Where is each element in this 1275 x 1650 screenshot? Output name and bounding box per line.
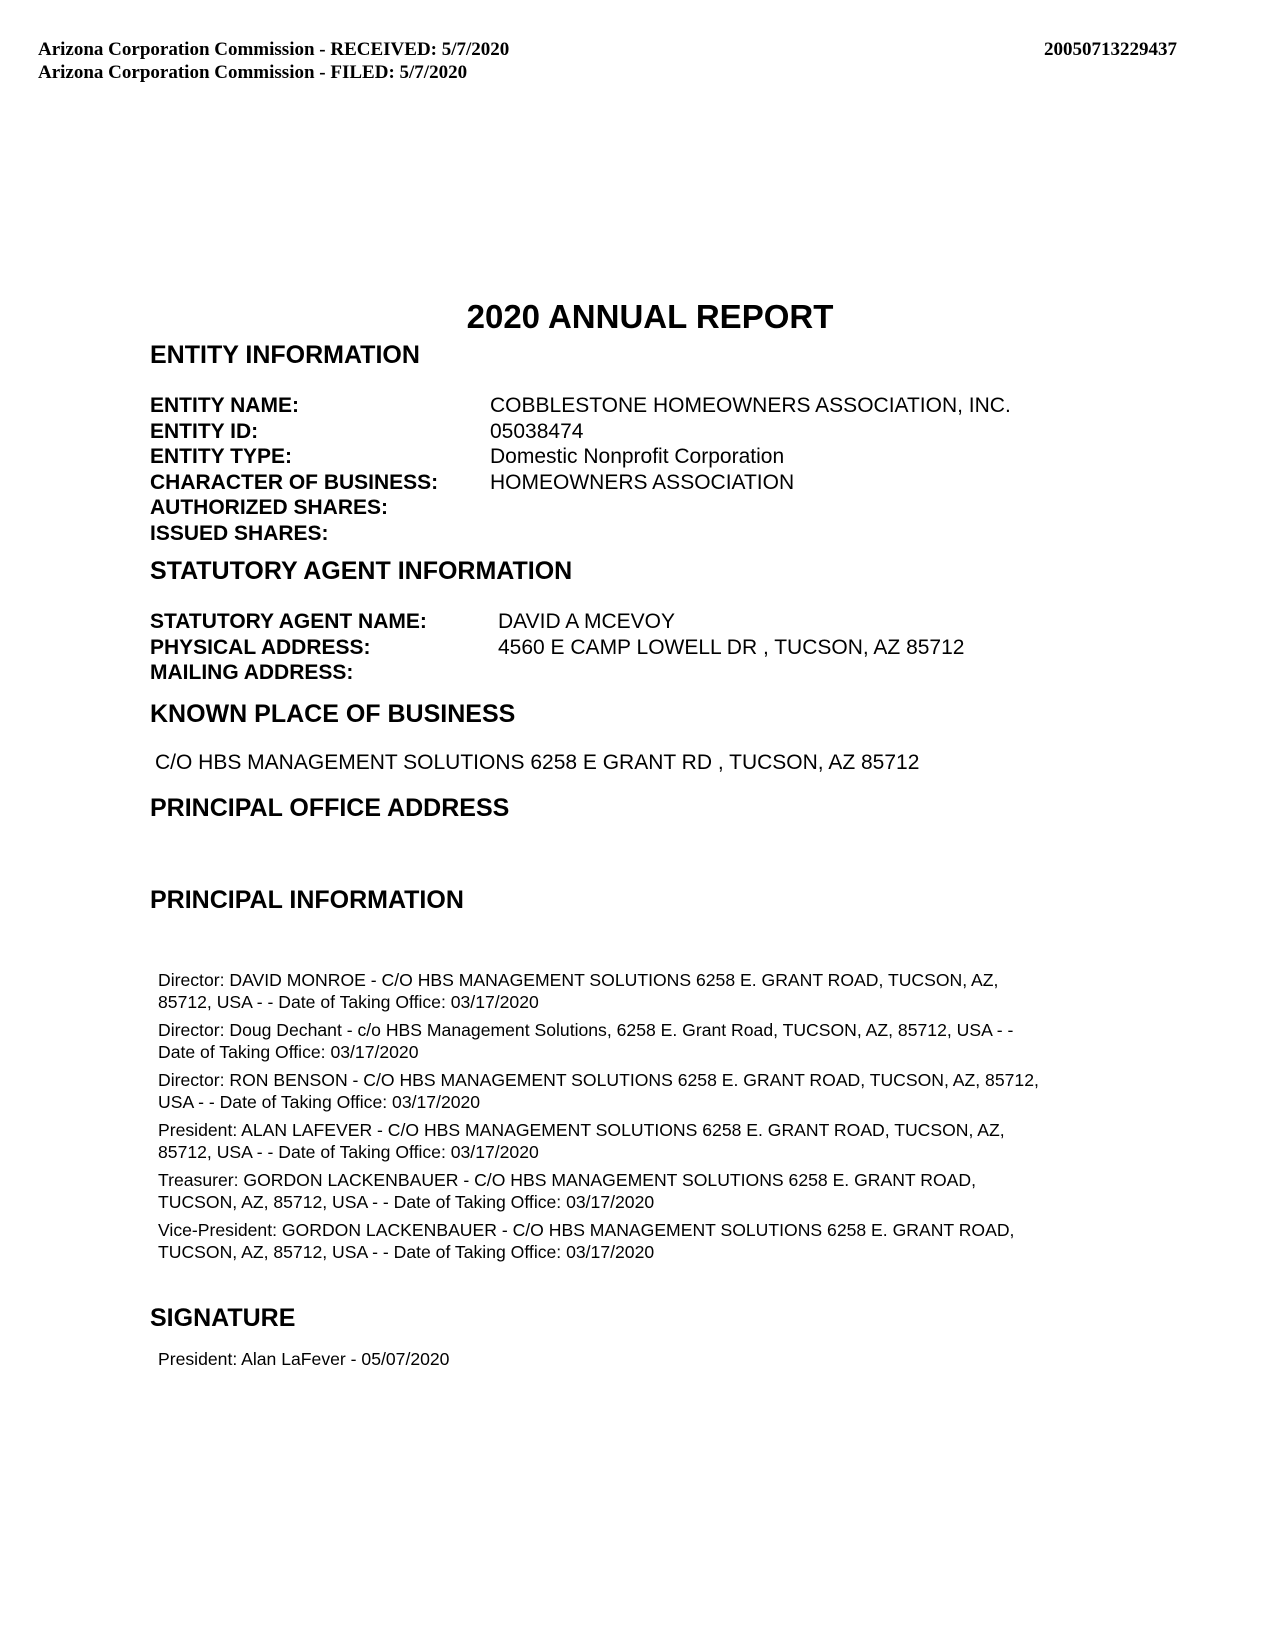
principal-list bbox=[158, 970, 1088, 1270]
field-label: MAILING ADDRESS: bbox=[150, 661, 354, 684]
field-label: ENTITY TYPE: bbox=[150, 445, 292, 468]
principal-line: President: ALAN LAFEVER - C/O HBS MANAGEMENT SOLUTIONS 6258 E. GRANT ROAD, TUCSON, AZ, bbox=[158, 1120, 1005, 1140]
entity-type-row bbox=[150, 444, 1150, 470]
principal-line: Date of Taking Office: 03/17/2020 bbox=[158, 1041, 419, 1062]
principal-entry bbox=[158, 1170, 1088, 1213]
known-place-address: C/O HBS MANAGEMENT SOLUTIONS 6258 E GRANT RD , TUCSON, AZ 85712 bbox=[155, 751, 920, 774]
principal-line: Director: DAVID MONROE - C/O HBS MANAGEMENT SOLUTIONS 6258 E. GRANT ROAD, TUCSON, AZ, bbox=[158, 970, 999, 990]
statutory-agent-heading: STATUTORY AGENT INFORMATION bbox=[150, 557, 573, 585]
field-label: CHARACTER OF BUSINESS: bbox=[150, 470, 439, 494]
report-title: 2020 ANNUAL REPORT bbox=[466, 298, 834, 335]
issued-shares-row bbox=[150, 521, 1150, 547]
principal-line: 85712, USA - - Date of Taking Office: 03/17/2020 bbox=[158, 1141, 539, 1162]
principal-line: TUCSON, AZ, 85712, USA - - Date of Taking Office: 03/17/2020 bbox=[158, 1241, 655, 1262]
entity-id-row bbox=[150, 419, 1150, 445]
principal-line: Director: Doug Dechant - c/o HBS Management Solutions, 6258 E. Grant Road, TUCSON, AZ, 85712, USA - - bbox=[158, 1020, 1014, 1040]
principal-line: 85712, USA - - Date of Taking Office: 03/17/2020 bbox=[158, 991, 539, 1012]
statutory-agent-table bbox=[150, 609, 1150, 686]
principal-line: Director: RON BENSON - C/O HBS MANAGEMENT SOLUTIONS 6258 E. GRANT ROAD, TUCSON, AZ, 85712, bbox=[158, 1070, 1039, 1090]
authorized-shares-row bbox=[150, 495, 1150, 521]
field-label: STATUTORY AGENT NAME: bbox=[150, 610, 427, 633]
field-label: ENTITY NAME: bbox=[150, 394, 299, 417]
field-value: DAVID A MCEVOY bbox=[498, 610, 675, 633]
known-place-heading: KNOWN PLACE OF BUSINESS bbox=[150, 700, 516, 728]
field-value: COBBLESTONE HOMEOWNERS ASSOCIATION, INC. bbox=[490, 394, 1011, 417]
signature-text: President: Alan LaFever - 05/07/2020 bbox=[158, 1349, 450, 1369]
entity-information-heading: ENTITY INFORMATION bbox=[150, 341, 420, 369]
field-value: HOMEOWNERS ASSOCIATION bbox=[490, 470, 795, 494]
field-label: ENTITY ID: bbox=[150, 419, 259, 443]
received-stamp-line: Arizona Corporation Commission - RECEIVED: 5/7/2020 bbox=[38, 39, 510, 60]
principal-line: TUCSON, AZ, 85712, USA - - Date of Taking Office: 03/17/2020 bbox=[158, 1191, 655, 1212]
physical-address-row bbox=[150, 635, 1150, 661]
signature-heading: SIGNATURE bbox=[150, 1304, 296, 1332]
principal-information-heading: PRINCIPAL INFORMATION bbox=[150, 886, 464, 914]
mailing-address-row bbox=[150, 660, 1150, 686]
field-value: 4560 E CAMP LOWELL DR , TUCSON, AZ 85712 bbox=[498, 635, 965, 659]
principal-entry bbox=[158, 1070, 1088, 1113]
character-of-business-row bbox=[150, 470, 1150, 496]
field-label: ISSUED SHARES: bbox=[150, 521, 329, 545]
principal-entry bbox=[158, 1120, 1088, 1163]
agent-name-row bbox=[150, 609, 1150, 635]
principal-entry bbox=[158, 1220, 1088, 1263]
filed-stamp-line: Arizona Corporation Commission - FILED: 5/7/2020 bbox=[38, 62, 468, 83]
entity-information-table bbox=[150, 393, 1150, 546]
entity-name-row bbox=[150, 393, 1150, 419]
document-number: 20050713229437 bbox=[1044, 39, 1177, 60]
field-label: PHYSICAL ADDRESS: bbox=[150, 635, 371, 659]
principal-line: USA - - Date of Taking Office: 03/17/2020 bbox=[158, 1091, 481, 1112]
field-value: Domestic Nonprofit Corporation bbox=[490, 445, 785, 468]
principal-entry bbox=[158, 1020, 1088, 1063]
principal-entry bbox=[158, 970, 1088, 1013]
field-value: 05038474 bbox=[490, 419, 584, 443]
principal-office-heading: PRINCIPAL OFFICE ADDRESS bbox=[150, 794, 510, 822]
principal-line: Treasurer: GORDON LACKENBAUER - C/O HBS MANAGEMENT SOLUTIONS 6258 E. GRANT ROAD, bbox=[158, 1170, 976, 1190]
field-label: AUTHORIZED SHARES: bbox=[150, 496, 389, 519]
principal-line: Vice-President: GORDON LACKENBAUER - C/O HBS MANAGEMENT SOLUTIONS 6258 E. GRANT ROAD, bbox=[158, 1220, 1015, 1240]
filing-stamp bbox=[38, 38, 509, 84]
